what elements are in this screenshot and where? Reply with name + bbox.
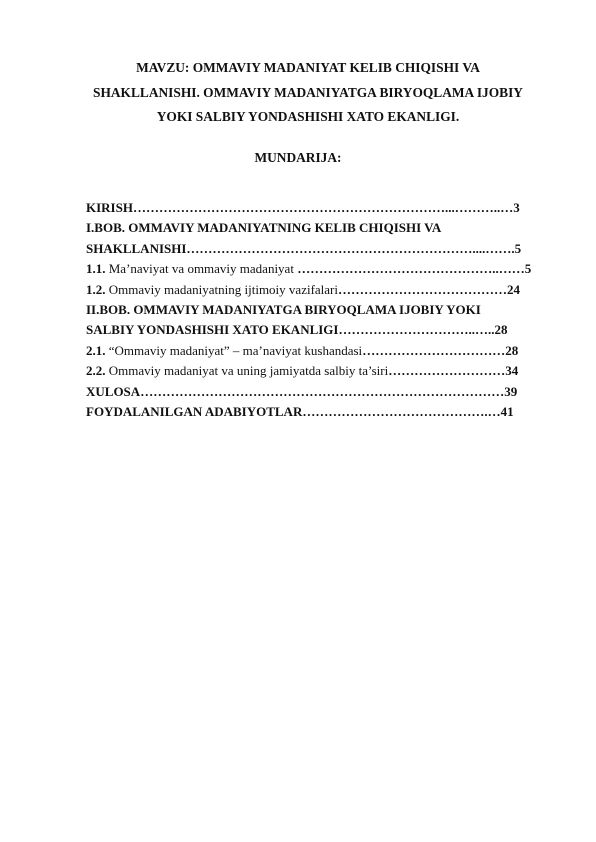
toc-entry-chapter-2-line-1: II.BOB. OMMAVIY MADANIYATGA BIRYOQLAMA IJOBIY YOKI (86, 301, 481, 317)
toc-entry-chapter-1-line-2: SHAKLLANISHI…………………………………………………………....…….5 (86, 240, 522, 256)
toc-entry-2-2: 2.2. Ommaviy madaniyat va uning jamiyatda salbiy ta’siri………………………34 (86, 363, 519, 379)
contents-heading: MUNDARIJA: (254, 150, 342, 165)
toc-entry-references: FOYDALANILGAN ADABIYOTLAR…………………………………….…41 (86, 403, 514, 419)
toc-entry-2-1: 2.1. “Ommaviy madaniyat” – ma’naviyat kushandasi……………………………28 (86, 342, 519, 358)
title-line-1: MAVZU: OMMAVIY MADANIYAT KELIB CHIQISHI VA (136, 60, 480, 75)
toc-entry-chapter-2-line-2: SALBIY YONDASHISHI XATO EKANLIGI…………………………..…..28 (86, 322, 508, 338)
title-line-2: SHAKLLANISHI. OMMAVIY MADANIYATGA BIRYOQLAMA IJOBIY (93, 84, 523, 100)
title-line-3: YOKI SALBIY YONDASHISHI XATO EKANLIGI. (156, 109, 460, 124)
document-title (70, 56, 546, 130)
toc-entry-xulosa: XULOSA…………………………………………………………………………39 (86, 383, 518, 399)
toc-entry-1-2: 1.2. Ommaviy madaniyatning ijtimoiy vazifalari…………………………………24 (86, 281, 520, 297)
toc-entry-kirish: KIRISH………………………………………………………………...………..…3 (86, 200, 520, 215)
table-of-contents (86, 198, 556, 422)
toc-entry-1-1: 1.1. Ma’naviyat va ommaviy madaniyat ………………………………………..……5 (86, 261, 532, 277)
toc-entry-chapter-1-line-1: I.BOB. OMMAVIY MADANIYATNING KELIB CHIQISHI VA (86, 220, 442, 236)
